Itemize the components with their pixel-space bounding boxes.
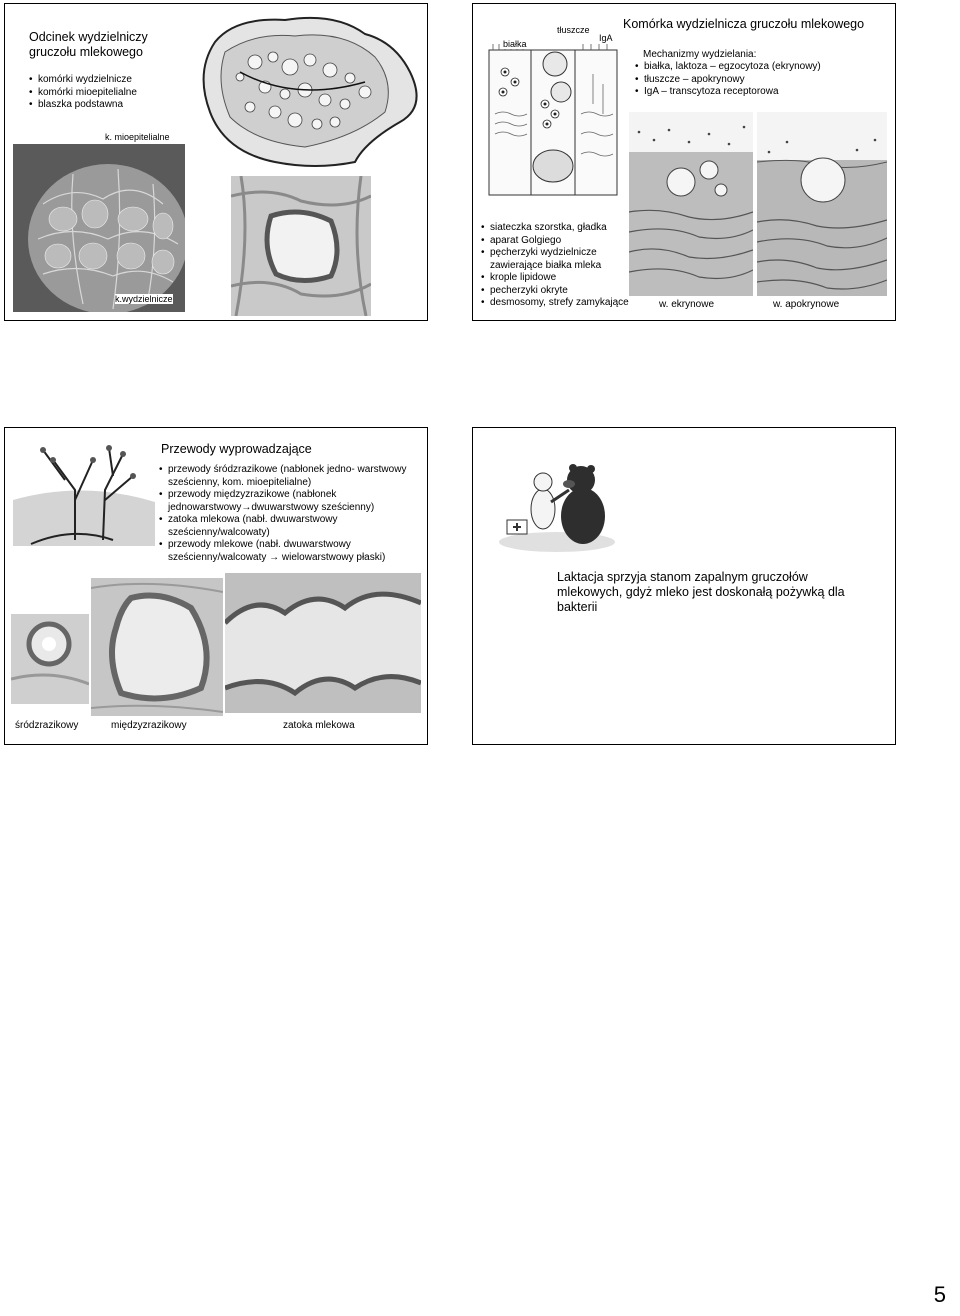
slide-secretory-cell <box>472 3 896 321</box>
slide2-title: Komórka wydzielnicza gruczołu mlekowego <box>623 17 865 31</box>
mechanisms-list <box>635 61 893 99</box>
caption-interlobular: międzyzrazikowy <box>111 720 187 731</box>
alveolus-drawing <box>195 12 427 172</box>
slide3-title: Przewody wyprowadzające <box>161 442 312 456</box>
duct-branching-diagram <box>13 440 155 546</box>
slide-secretory-unit <box>4 3 428 321</box>
slide-excretory-ducts <box>4 427 428 745</box>
mechanisms-heading: Mechanizmy wydzielania: <box>643 49 757 60</box>
bullet-item: • przewody międzyzrazikowe (nabłonek jednowarstwowy→dwuwarstwowy sześcienny) <box>159 489 423 514</box>
bullet-item: • komórki wydzielnicze <box>29 74 189 87</box>
bullet-item: • desmosomy, strefy zamykające <box>481 297 629 310</box>
bullet-item: • IgA – transcytoza receptorowa <box>635 86 893 99</box>
ducts-list <box>159 464 423 564</box>
bullet-item: • przewody śródzrazikowe (nabłonek jedno- warstwowy sześcienny, kom. mioepitelialne) <box>159 464 423 489</box>
bullet-item: • komórki mioepitelialne <box>29 87 189 100</box>
bullet-item: • aparat Golgiego <box>481 235 629 248</box>
caption-apocrine: w. apokrynowe <box>773 299 840 310</box>
em-apocrine-micrograph <box>757 112 887 296</box>
bullet-item: • krople lipidowe <box>481 272 629 285</box>
em-eccrine-micrograph <box>629 112 753 296</box>
label-protein: białka <box>503 39 527 49</box>
label-myoepithelial: k. mioepitelialne <box>105 132 170 142</box>
bullet-item: • przewody mlekowe (nabł. dwuwarstwowy sześcienny/walcowaty → wielowarstwowy płaski) <box>159 539 423 564</box>
sem-alveolus-shape <box>13 144 185 312</box>
bear-cartoon <box>497 454 621 554</box>
bullet-item: • pecherzyki okryte <box>481 285 629 298</box>
bullet-item: • blaszka podstawna <box>29 99 189 112</box>
lactation-text: Laktacja sprzyja stanom zapalnym gruczołów mlekowych, gdyż mleko jest doskonałą pożywką dla bakterii <box>557 570 845 614</box>
lactiferous-sinus-micrograph <box>225 573 421 713</box>
bullet-item: • zatoka mlekowa (nabł. dwuwarstwowy sześcienny/walcowaty) <box>159 514 423 539</box>
intralobular-duct-micrograph <box>11 614 89 704</box>
bullet-item: • pęcherzyki wydzielnicze zawierające białka mleka <box>481 247 629 272</box>
caption-eccrine: w. ekrynowe <box>659 299 715 310</box>
bullet-item: • białka, laktoza – egzocytoza (ekrynowy) <box>635 61 893 74</box>
secretory-cell-diagram <box>483 44 623 199</box>
caption-sinus: zatoka mlekowa <box>283 720 355 731</box>
interlobular-duct-micrograph <box>91 578 223 716</box>
slide1-title: Odcinek wydzielniczy gruczołu mlekowego <box>29 30 148 59</box>
duct-micrograph <box>231 176 371 316</box>
label-secretory: k.wydzielnicze <box>115 294 173 304</box>
sem-micrograph <box>13 144 185 312</box>
bullet-item: • tłuszcze – apokrynowy <box>635 74 893 87</box>
slide1-bullets <box>29 74 189 112</box>
cell-features-list <box>481 222 629 310</box>
slide-lactation-note <box>472 427 896 745</box>
page-number: 5 <box>933 1282 946 1307</box>
label-iga: IgA <box>599 33 613 43</box>
caption-intralobular: śródzrazikowy <box>15 720 79 731</box>
bullet-item: • siateczka szorstka, gładka <box>481 222 629 235</box>
label-fat: tłuszcze <box>557 25 590 35</box>
